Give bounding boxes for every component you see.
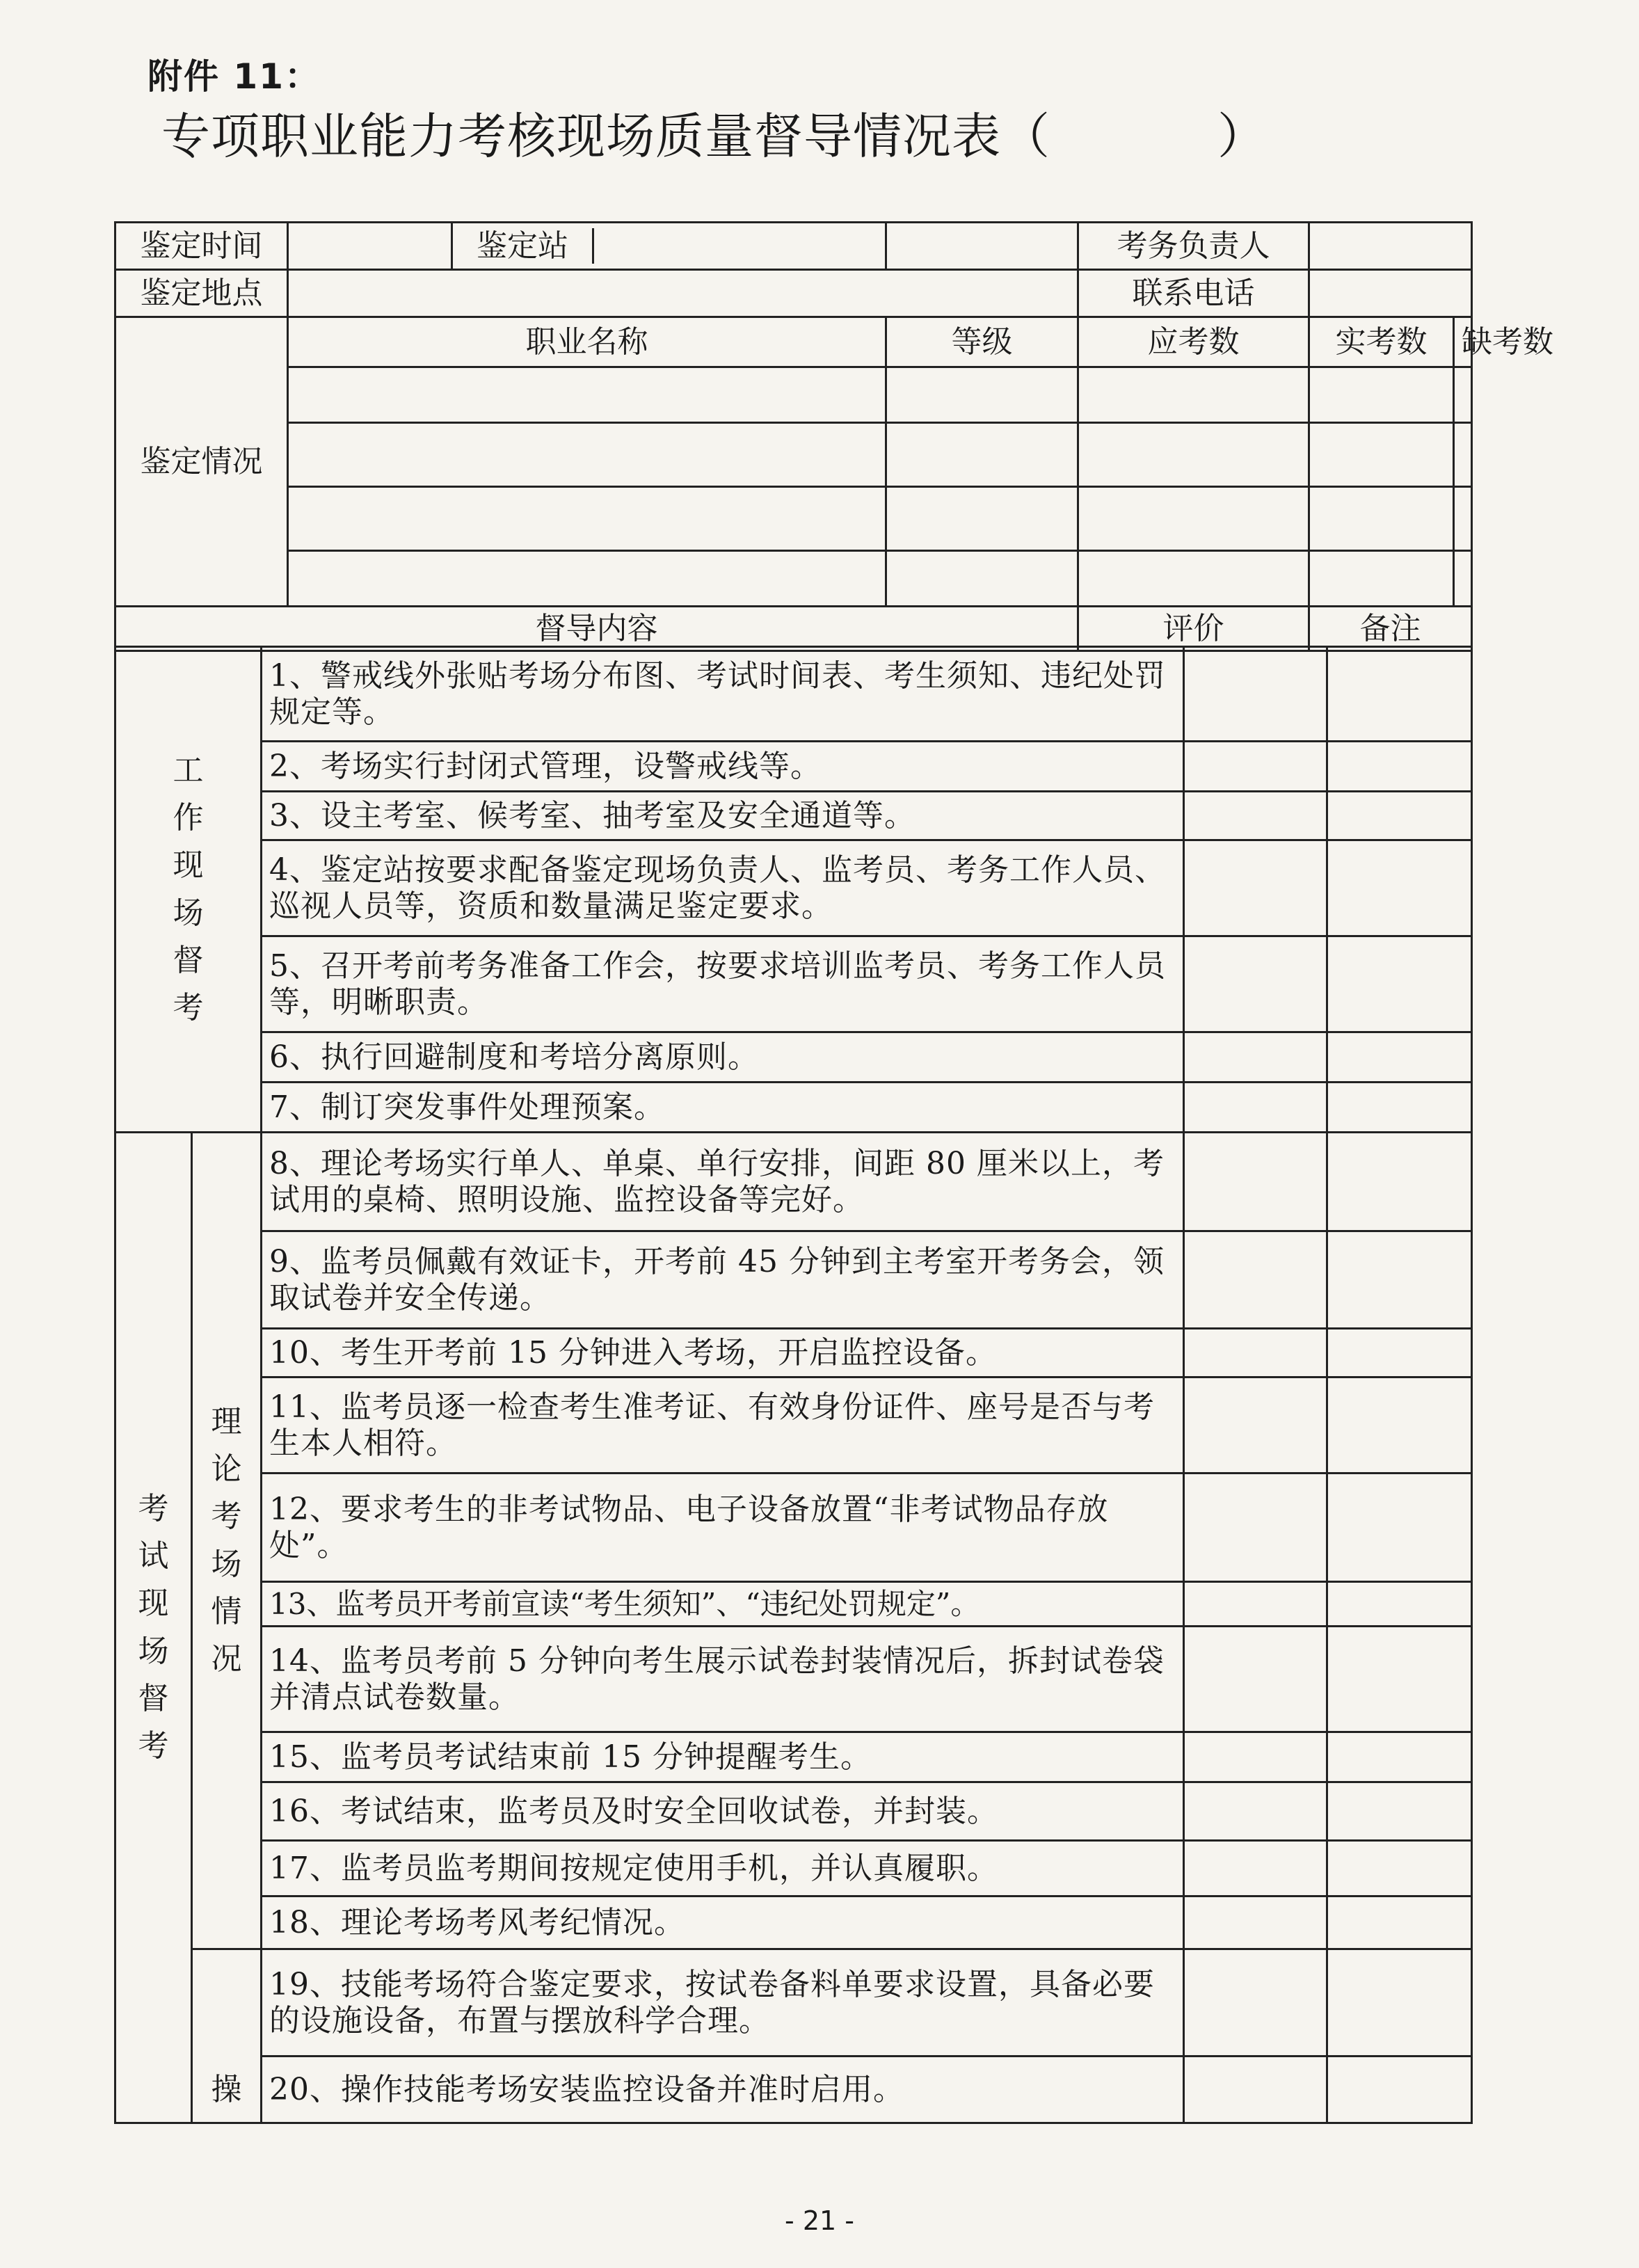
- evaluation-cell[interactable]: [1184, 1329, 1327, 1377]
- item-9: 9、监考员佩戴有效证卡，开考前 45 分钟到主考室开考务会，领取试卷并安全传递。: [262, 1231, 1184, 1329]
- remarks-cell[interactable]: [1327, 840, 1472, 936]
- remarks-cell[interactable]: [1327, 1377, 1472, 1474]
- evaluation-cell[interactable]: [1184, 1732, 1327, 1782]
- item-4: 4、鉴定站按要求配备鉴定现场负责人、监考员、考务工作人员、巡视人员等，资质和数量满足鉴定要求。: [262, 840, 1184, 936]
- remarks-cell[interactable]: [1327, 742, 1472, 792]
- phone-label: 联系电话: [1078, 270, 1309, 317]
- remarks-cell[interactable]: [1327, 1133, 1472, 1231]
- item-6: 6、执行回避制度和考培分离原则。: [262, 1032, 1184, 1083]
- group-operation: [192, 1949, 262, 2123]
- remarks-header: 备注: [1309, 607, 1472, 651]
- evaluation-cell[interactable]: [1184, 647, 1327, 742]
- situation-cell[interactable]: [1454, 487, 1472, 551]
- evaluation-cell[interactable]: [1184, 1377, 1327, 1474]
- item-16: 16、考试结束，监考员及时安全回收试卷，并封装。: [262, 1782, 1184, 1841]
- station-value[interactable]: [594, 228, 885, 264]
- supervision-items-table: [114, 646, 1473, 2124]
- evaluation-cell[interactable]: [1184, 1133, 1327, 1231]
- remarks-cell[interactable]: [1327, 1949, 1472, 2057]
- situation-label: 鉴定情况: [115, 317, 288, 607]
- situation-cell[interactable]: [1309, 551, 1454, 607]
- item-2: 2、考场实行封闭式管理，设警戒线等。: [262, 742, 1184, 792]
- situation-cell[interactable]: [1309, 487, 1454, 551]
- situation-cell[interactable]: [288, 367, 886, 423]
- header-absent: 缺考数: [1454, 317, 1472, 367]
- time-label: 鉴定时间: [115, 223, 288, 270]
- page-number: - 21 -: [785, 2205, 854, 2236]
- item-18: 18、理论考场考风考纪情况。: [262, 1896, 1184, 1949]
- situation-cell[interactable]: [1454, 551, 1472, 607]
- evaluation-cell[interactable]: [1184, 1841, 1327, 1896]
- header-level: 等级: [886, 317, 1078, 367]
- remarks-cell[interactable]: [1327, 1582, 1472, 1627]
- exam-head-value[interactable]: [1309, 223, 1472, 270]
- situation-cell[interactable]: [1309, 367, 1454, 423]
- item-11: 11、监考员逐一检查考生准考证、有效身份证件、座号是否与考生本人相符。: [262, 1377, 1184, 1474]
- item-10: 10、考生开考前 15 分钟进入考场，开启监控设备。: [262, 1329, 1184, 1377]
- remarks-cell[interactable]: [1327, 647, 1472, 742]
- situation-cell[interactable]: [886, 423, 1078, 487]
- situation-cell[interactable]: [1078, 487, 1309, 551]
- supervision-content-header: 督导内容: [115, 607, 1078, 651]
- remarks-cell[interactable]: [1327, 2057, 1472, 2123]
- situation-cell[interactable]: [886, 367, 1078, 423]
- remarks-cell[interactable]: [1327, 1083, 1472, 1133]
- supervision-form-table: [114, 221, 1554, 652]
- item-17: 17、监考员监考期间按规定使用手机，并认真履职。: [262, 1841, 1184, 1896]
- item-12: 12、要求考生的非考试物品、电子设备放置“非考试物品存放处”。: [262, 1474, 1184, 1582]
- evaluation-cell[interactable]: [1184, 1782, 1327, 1841]
- evaluation-cell[interactable]: [1184, 1896, 1327, 1949]
- situation-cell[interactable]: [1078, 551, 1309, 607]
- group-operation-label: 操: [211, 2072, 242, 2108]
- item-3: 3、设主考室、候考室、抽考室及安全通道等。: [262, 792, 1184, 840]
- evaluation-cell[interactable]: [1184, 742, 1327, 792]
- situation-cell[interactable]: [1309, 423, 1454, 487]
- evaluation-cell[interactable]: [1184, 2057, 1327, 2123]
- item-8: 8、理论考场实行单人、单桌、单行安排，间距 80 厘米以上，考试用的桌椅、照明设施、监控设备等完好。: [262, 1133, 1184, 1231]
- remarks-cell[interactable]: [1327, 1627, 1472, 1732]
- group-theory: [192, 1133, 262, 1949]
- title-text: 专项职业能力考核现场质量督导情况表（: [161, 108, 1050, 165]
- attachment-label: 附件 11：: [147, 56, 321, 97]
- group-exam-site-label: 考试现场督考: [138, 1490, 169, 1764]
- group-exam-site: [115, 1133, 192, 2123]
- item-7: 7、制订突发事件处理预案。: [262, 1083, 1184, 1133]
- situation-cell[interactable]: [886, 487, 1078, 551]
- evaluation-cell[interactable]: [1184, 936, 1327, 1032]
- evaluation-header: 评价: [1078, 607, 1309, 651]
- remarks-cell[interactable]: [1327, 1732, 1472, 1782]
- situation-cell[interactable]: [288, 551, 886, 607]
- place-label: 鉴定地点: [115, 270, 288, 317]
- evaluation-cell[interactable]: [1184, 1231, 1327, 1329]
- phone-value[interactable]: [1309, 270, 1472, 317]
- group-work-site-label: 工作现场督考: [173, 752, 204, 1025]
- situation-cell[interactable]: [886, 551, 1078, 607]
- header-job-name: 职业名称: [288, 317, 886, 367]
- evaluation-cell[interactable]: [1184, 1949, 1327, 2057]
- remarks-cell[interactable]: [1327, 1032, 1472, 1083]
- item-19: 19、技能考场符合鉴定要求，按试卷备料单要求设置，具备必要的设施设备，布置与摆放科学合理。: [262, 1949, 1184, 2057]
- evaluation-cell[interactable]: [1184, 840, 1327, 936]
- header-actual: 实考数: [1309, 317, 1454, 367]
- situation-cell[interactable]: [288, 423, 886, 487]
- remarks-cell[interactable]: [1327, 1329, 1472, 1377]
- evaluation-cell[interactable]: [1184, 1627, 1327, 1732]
- situation-cell[interactable]: [1454, 423, 1472, 487]
- evaluation-cell[interactable]: [1184, 792, 1327, 840]
- evaluation-cell[interactable]: [1184, 1582, 1327, 1627]
- situation-cell[interactable]: [1454, 367, 1472, 423]
- evaluation-cell[interactable]: [1184, 1474, 1327, 1582]
- station-label: 鉴定站: [453, 228, 594, 264]
- evaluation-cell[interactable]: [1184, 1083, 1327, 1133]
- evaluation-cell[interactable]: [1184, 1032, 1327, 1083]
- item-15: 15、监考员考试结束前 15 分钟提醒考生。: [262, 1732, 1184, 1782]
- remarks-cell[interactable]: [1327, 1474, 1472, 1582]
- station-value-ext[interactable]: [886, 223, 1078, 270]
- page-title: [161, 97, 1267, 168]
- situation-cell[interactable]: [288, 487, 886, 551]
- item-1: 1、警戒线外张贴考场分布图、考试时间表、考生须知、违纪处罚规定等。: [262, 647, 1184, 742]
- header-expected: 应考数: [1078, 317, 1309, 367]
- group-theory-label: 理论考场情况: [211, 1403, 242, 1677]
- remarks-cell[interactable]: [1327, 1841, 1472, 1896]
- remarks-cell[interactable]: [1327, 1896, 1472, 1949]
- situation-cell[interactable]: [1078, 423, 1309, 487]
- remarks-cell[interactable]: [1327, 1782, 1472, 1841]
- time-value[interactable]: [288, 223, 452, 270]
- remarks-cell[interactable]: [1327, 936, 1472, 1032]
- item-20: 20、操作技能考场安装监控设备并准时启用。: [262, 2057, 1184, 2123]
- item-13: 13、监考员开考前宣读“考生须知”、“违纪处罚规定”。: [262, 1582, 1184, 1627]
- station-cell: [452, 223, 886, 270]
- remarks-cell[interactable]: [1327, 792, 1472, 840]
- group-work-site: [115, 647, 262, 1133]
- remarks-cell[interactable]: [1327, 1231, 1472, 1329]
- exam-head-label: 考务负责人: [1078, 223, 1309, 270]
- item-14: 14、监考员考前 5 分钟向考生展示试卷封装情况后，拆封试卷袋并清点试卷数量。: [262, 1627, 1184, 1732]
- item-5: 5、召开考前考务准备工作会，按要求培训监考员、考务工作人员等，明晰职责。: [262, 936, 1184, 1032]
- title-close: ）: [1217, 108, 1267, 165]
- place-value[interactable]: [288, 270, 1078, 317]
- situation-cell[interactable]: [1078, 367, 1309, 423]
